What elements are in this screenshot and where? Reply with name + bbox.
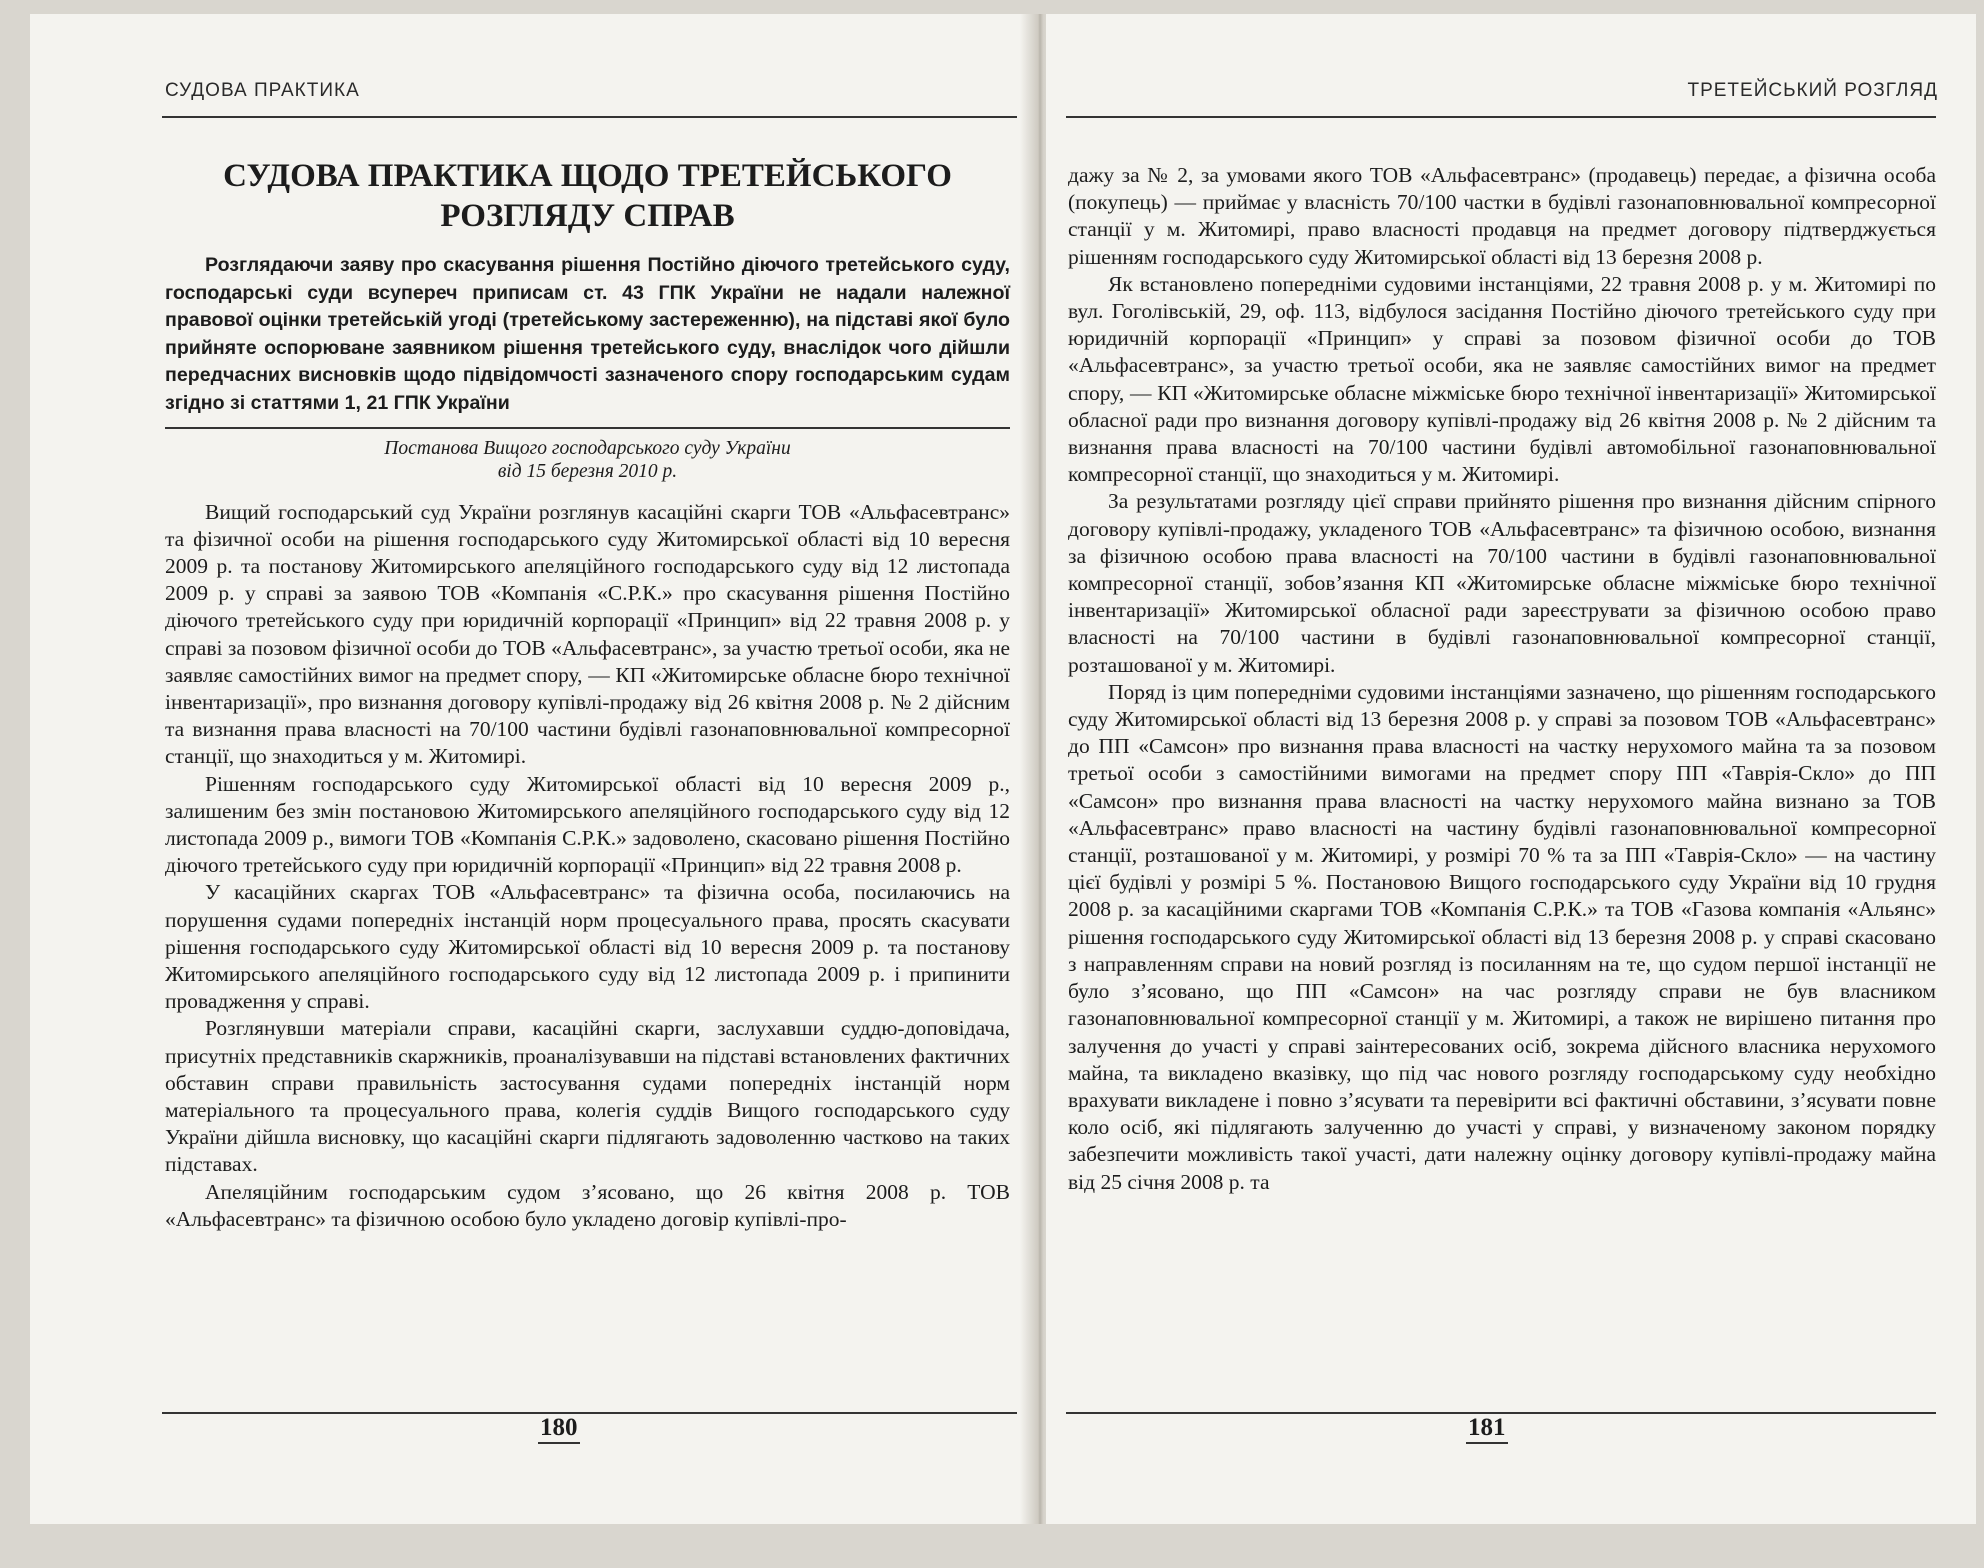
paragraph: У касаційних скаргах ТОВ «Альфасевтранс» та фізична особа, посилаючись на порушення судами попередніх інстанцій норм процесуального права, просять скасувати рішення господарського суду Житомирської області від 10 вересня 2009 р. та постанову Житомирського апеляційного господарського суду від 12 листопада 2009 р. і припинити провадження у справі. (165, 880, 1010, 1014)
paragraph: дажу за № 2, за умовами якого ТОВ «Альфасевтранс» (продавець) передає, а фізична особа (покупець) — приймає у власність 70/100 частки в будівлі газонаповнювальної компресорної станції у м. Житомирі, право власності продавця на предмет договору підтверджується рішенням господарського суду Житомирської області від 13 березня 2008 р. (1068, 163, 1936, 269)
page-number: 180 (538, 1414, 580, 1444)
left-page (30, 14, 1041, 1524)
article-summary: Розглядаючи заяву про скасування рішення Постійно діючого третейського суду, господарські суди всупереч приписам ст. 43 ГПК України не надали належної правової оцінки третейській угоді (третейському застереженню), на підставі якої було прийняте оспорюване заявником рішення третейського суду, внаслідок чого дійшли передчасних висновків щодо підвідомчості зазначеного спору господарським судам згідно зі статтями 1, 21 ГПК України (165, 254, 1010, 414)
summary-rule (165, 427, 1010, 429)
source-line: від 15 березня 2010 р. (497, 460, 678, 482)
right-page (1046, 14, 1976, 1524)
footer-rule (162, 1412, 1017, 1414)
paragraph: За результатами розгляду цієї справи прийнято рішення про визнання дійсним спірного договору купівлі-продажу, укладеного ТОВ «Альфасевтранс» та фізичною особою, визнання за фізичною особою права власності на 70/100 частини в будівлі газонаповнювальної компресорної станції, зобов’язання КП «Житомирське обласне міжміське бюро технічної інвентаризації» Житомирської обласної ради зареєструвати за фізичною особою право власності на 70/100 частини в будівлі газонаповнювальної компресорної станції, розташованої у м. Житомирі. (1068, 489, 1936, 677)
paragraph: Апеляційним господарським судом з’ясовано, що 26 квітня 2008 р. ТОВ «Альфасевтранс» та фізичною особою було укладено договір купівлі-про- (165, 1179, 1010, 1231)
page-number: 181 (1466, 1414, 1508, 1444)
running-head: ТРЕТЕЙСЬКИЙ РОЗГЛЯД (1687, 80, 1938, 101)
paragraph: Поряд із цим попередніми судовими інстанціями зазначено, що рішенням господарського суду Житомирської області від 13 березня 2008 р. у справі за позовом ТОВ «Альфасевтранс» до ПП «Самсон» про визнання права власності на частку нерухомого майна та за позовом третьої особи з самостійними вимогами на предмет спору ПП «Таврія-Скло» до ПП «Самсон» про визнання права власності на частку нерухомого майна визнано за ТОВ «Альфасевтранс» право власності на частину будівлі газонаповнювальної компресорної станції, розташованої у м. Житомирі, у розмірі 70 % та за ПП «Таврія-Скло» — на частину цієї будівлі у розмірі 5 %. Постановою Вищого господарського суду України від 10 грудня 2008 р. за касаційними скаргами ТОВ «Компанія С.Р.К.» та ТОВ «Газова компанія «Альянс» рішення господарського суду Житомирської області від 13 березня 2008 р. у справі скасовано з направленням справи на новий розгляд із посиланням на те, що судом першої інстанції не було з’ясовано, що ПП «Самсон» на час розгляду справи не був власником газонаповнювальної компресорної станції у м. Житомирі, а також не вирішено питання про залучення до участі у справі заінтересованих осіб, зокрема дійсного власника нерухомого майна, та викладено вказівку, що під час нового розгляду господарському суду необхідно врахувати викладене і повно з’ясувати та перевірити всі фактичні обставини, з’ясувати повне коло осіб, які підлягають залученню до участі у справі, у визначеному законом порядку забезпечити можливість такої участі, дати належну оцінку договору купівлі-продажу майна від 25 січня 2008 р. та (1068, 679, 1936, 1194)
paragraph: Вищий господарський суд України розглянув касаційні скарги ТОВ «Альфасевтранс» та фізичної особи на рішення господарського суду Житомирської області від 10 вересня 2009 р. та постанову Житомирського апеляційного господарського суду від 12 листопада 2009 р. у справі за заявою ТОВ «Компанія «С.Р.К.» про скасування рішення Постійно діючого третейського суду при юридичній корпорації «Принцип» від 22 травня 2008 р. у справі за позовом фізичної особи до ТОВ «Альфасевтранс», за участю третьої особи, яка не заявляє самостійних вимог на предмет спору, — КП «Житомирське обласне бюро технічної інвентаризації», про визнання договору купівлі-продажу від 26 квітня 2008 р. № 2 дійсним та визнання права власності на 70/100 частини будівлі газонаповнювальної компресорної станції, що знаходиться у м. Житомирі. (165, 499, 1010, 769)
title-line: СУДОВА ПРАКТИКА ЩОДО ТРЕТЕЙСЬКОГО (223, 158, 952, 194)
text-column (1068, 162, 1936, 1196)
article-title (165, 156, 1010, 236)
source-line: Постанова Вищого господарського суду України (384, 437, 791, 459)
paragraph: Як встановлено попередніми судовими інстанціями, 22 травня 2008 р. у м. Житомирі по вул. Гоголівській, 29, оф. 113, відбулося засідання Постійно діючого третейського суду при юридичній корпорації «Принцип» у справі за позовом фізичної особи до ТОВ «Альфасевтранс», за участю третьої особи, яка не заявляє самостійних вимог на предмет спору, — КП «Житомирське обласне міжміське бюро технічної інвентаризації» Житомирської обласної ради про визнання договору купівлі-продажу від 26 квітня 2008 р. № 2 дійсним та визнання права власності на 70/100 частини будівлі автомобільної газонаповнювальної компресорної станції, що знаходиться у м. Житомирі. (1068, 271, 1936, 487)
running-head: СУДОВА ПРАКТИКА (165, 80, 360, 101)
header-rule (162, 116, 1017, 118)
title-line: РОЗГЛЯДУ СПРАВ (440, 198, 735, 234)
paragraph: Рішенням господарського суду Житомирської області від 10 вересня 2009 р., залишеним без змін постановою Житомирського апеляційного господарського суду від 12 листопада 2009 р., вимоги ТОВ «Компанія С.Р.К.» задоволено, скасовано рішення Постійно діючого третейського суду при юридичній корпорації «Принцип» від 22 травня 2008 р. (165, 771, 1010, 878)
header-rule (1066, 116, 1936, 118)
source-citation (165, 437, 1010, 483)
paragraph: Розглянувши матеріали справи, касаційні скарги, заслухавши суддю-доповідача, присутніх представників скаржників, проаналізувавши на підставі встановлених фактичних обставин справи правильність застосування судами попередніх інстанцій норм матеріального та процесуального права, колегія суддів Вищого господарського суду України дійшла висновку, що касаційні скарги підлягають задоволенню частково на таких підставах. (165, 1016, 1010, 1177)
text-column (165, 156, 1010, 1233)
